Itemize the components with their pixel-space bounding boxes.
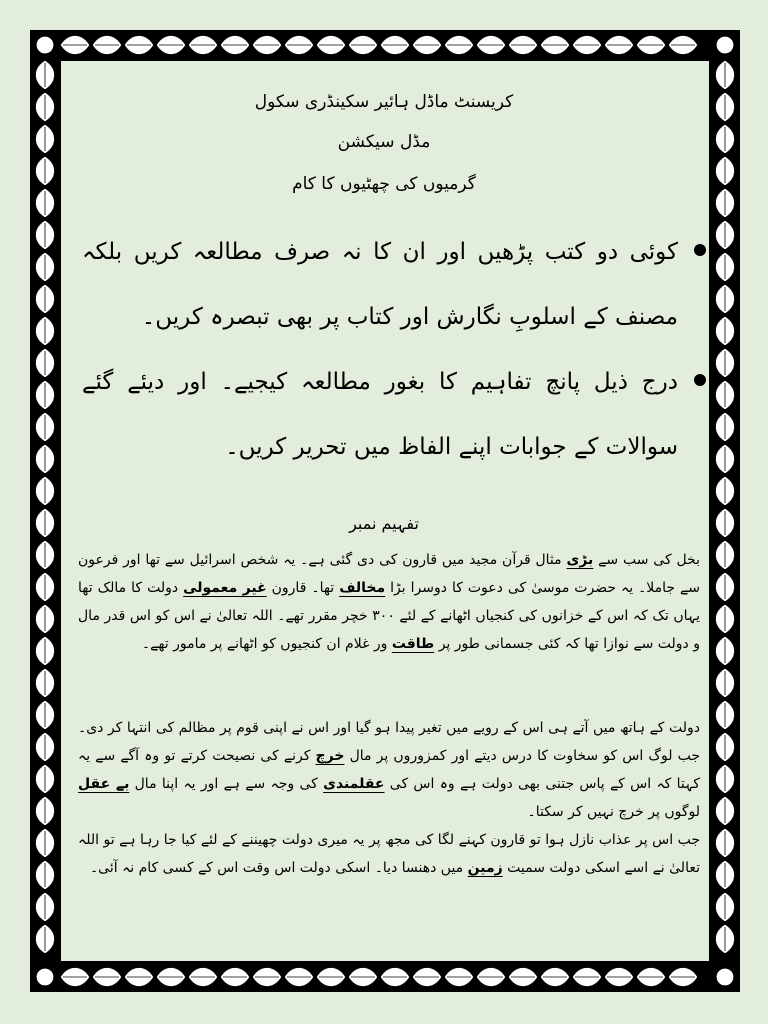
section-title: تفہیم نمبر [349, 514, 419, 533]
underlined-word: زمین [467, 860, 503, 876]
underlined-word: بے عقل [78, 776, 130, 792]
list-item [60, 220, 708, 350]
paragraph: جب اس پر عذاب نازل ہوا تو قارون کہنے لگا کی مجھ پر یہ میری دولت چھیننے کے لئے کیا جا رہا ہے تو اللہ تعالیٰ نے اسے اسکی دولت سمیت زمین میں دھنسا دیا۔ اسکی دولت اس وقت اس کے کسی کام نہ آئی۔ [78, 832, 700, 876]
bullet-icon [694, 244, 706, 256]
underlined-word: طاقت [391, 636, 435, 652]
task-text: درج ذیل پانچ تفاہیم کا بغور مطالعہ کیجیے۔ اور دیئے گئے سوالات کے جوابات اپنے الفاظ میں تحریر کریں۔ [82, 369, 678, 460]
document-page [60, 62, 708, 962]
underlined-word: غیر معمولی [183, 580, 267, 596]
page-title: گرمیوں کی چھٹیوں کا کام [292, 174, 476, 194]
underlined-word: مخالف [339, 580, 386, 596]
bullet-icon [694, 374, 706, 386]
paragraph: دولت کے ہاتھ میں آتے ہی اس کے رویے میں تغیر پیدا ہو گیا اور اس نے اپنی قوم پر مظالم کی انتہا کر دی۔ جب لوگ اس کو سخاوت کا درس دیتے اور کمزوروں پر مال خرچ کرنے کی نصیحت کرتے تو وہ آگے سے یہ کہتا کہ اس کے پاس جتنی بھی دولت ہے وہ اس کی عقلمندی کی وجہ سے ہے اور یہ اپنا مال بے عقل لوگوں پر خرچ نہیں کر سکتا۔ [78, 720, 700, 820]
underlined-word: بڑی [566, 552, 594, 568]
school-name: کریسنٹ ماڈل ہائیر سکینڈری سکول [254, 92, 514, 112]
underlined-word: خرچ [315, 748, 345, 764]
section-name: مڈل سیکشن [337, 132, 431, 152]
task-text: کوئی دو کتب پڑھیں اور ان کا نہ صرف مطالعہ کریں بلکہ مصنف کے اسلوبِ نگارش اور کتاب پر بھی تبصرہ کریں۔ [82, 239, 678, 330]
paragraph: بخل کی سب سے بڑی مثال قرآن مجید میں قارون کی دی گئی ہے۔ یہ شخص اسرائیل سے تھا اور فرعون سے جاملا۔ یہ حضرت موسیٰ کی دعوت کا دوسرا بڑا مخالف تھا۔ قارون غیر معمولی دولت کا مالک تھا یہاں تک کہ اس کے خزانوں کی کنجیاں اٹھانے کے لئے ۳۰۰ خچر مقرر تھے۔ اللہ تعالیٰ نے اس کو اس قدر مال و دولت سے نوازا تھا کہ کئی جسمانی طور پر طاقت ور غلام ان کنجیوں کو اٹھانے پر مامور تھے۔ [78, 552, 701, 652]
list-item [60, 350, 708, 480]
task-list [60, 220, 708, 480]
underlined-word: عقلمندی [323, 776, 385, 792]
